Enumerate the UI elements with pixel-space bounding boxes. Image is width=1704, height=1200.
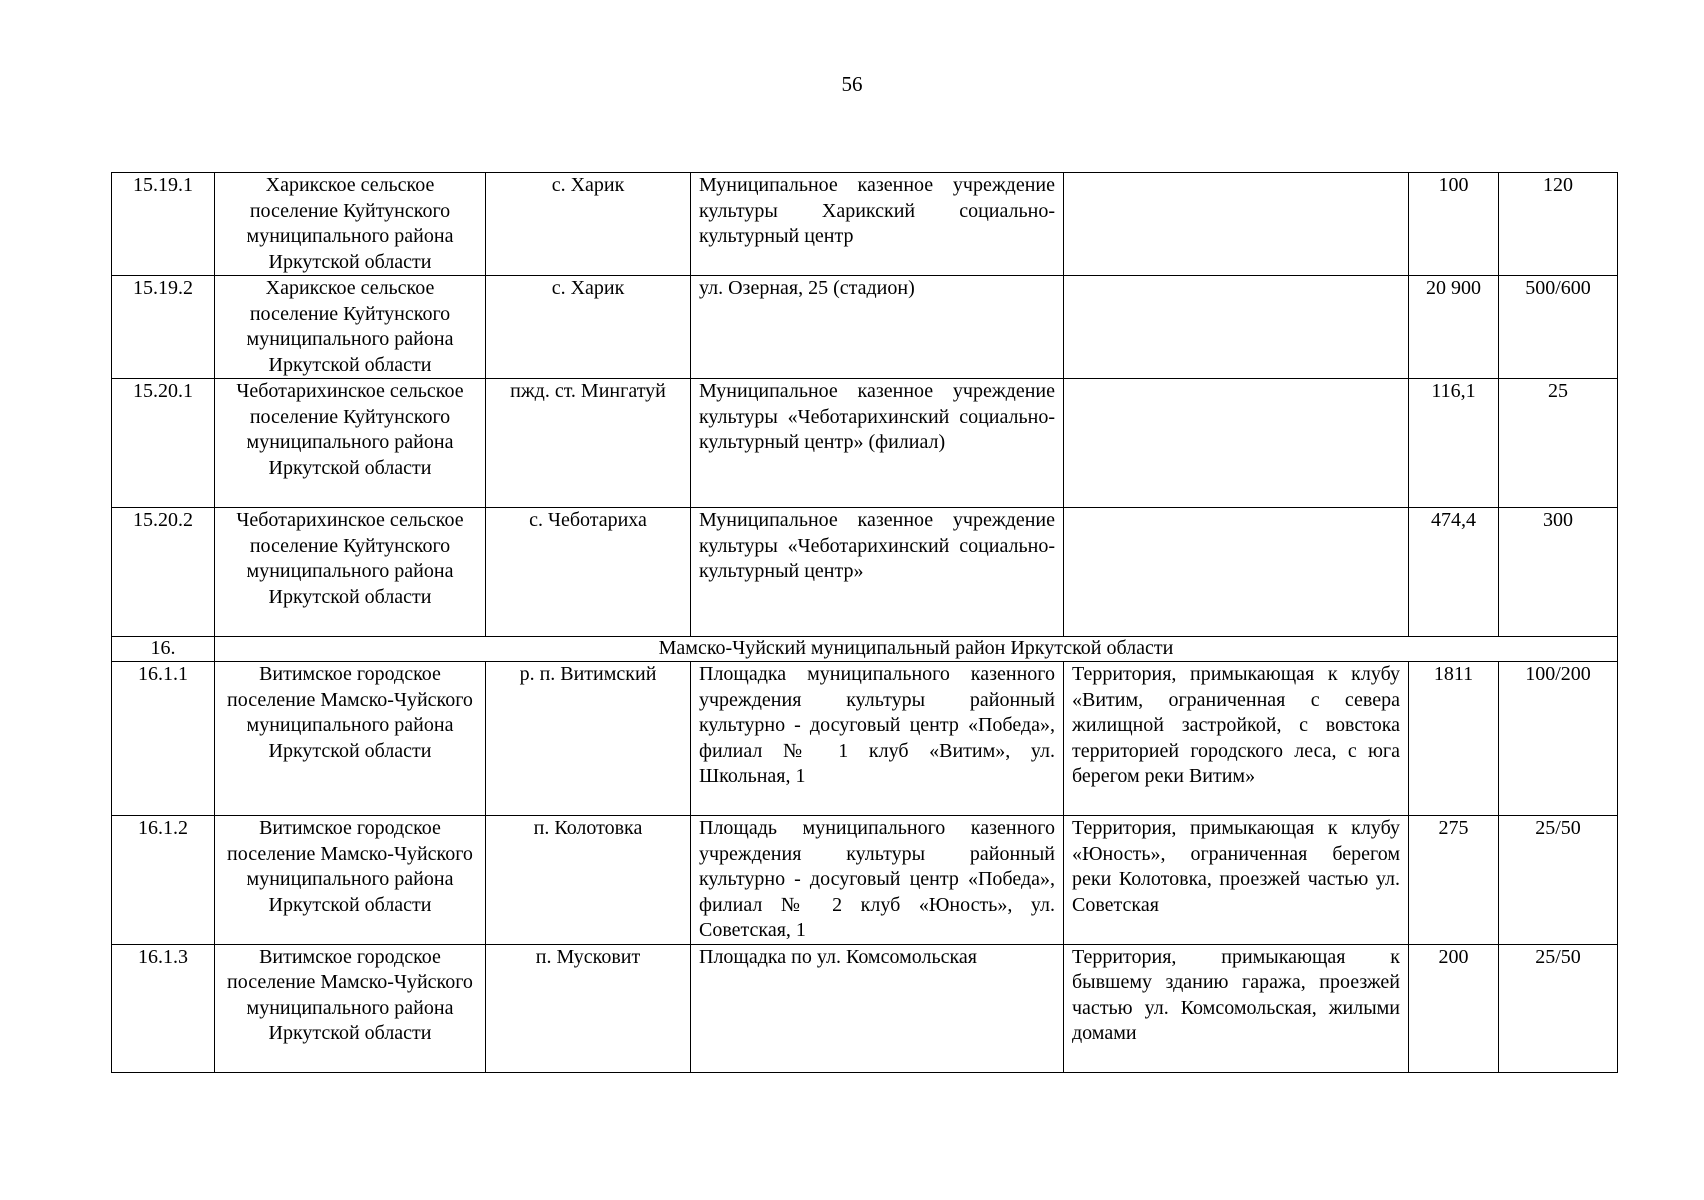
object-cell: Площадка муниципального казенного учреждения культуры районный культурно - досуговый центр «Победа», филиал № 1 клуб «Витим», ул. Школьная, 1 (691, 662, 1064, 816)
territory-cell (1064, 276, 1409, 379)
area-cell: 1811 (1409, 662, 1499, 816)
territory-cell: Территория, примыкающая к клубу «Юность», ограниченная берегом реки Колотовка, проезжей частью ул. Советская (1064, 816, 1409, 945)
locality-cell: с. Чеботариха (486, 508, 691, 637)
area-cell: 116,1 (1409, 379, 1499, 508)
capacity-cell: 500/600 (1499, 276, 1618, 379)
area-cell: 275 (1409, 816, 1499, 945)
object-cell: Площадь муниципального казенного учреждения культуры районный культурно - досуговый центр «Победа», филиал № 2 клуб «Юность», ул. Советская, 1 (691, 816, 1064, 945)
settlement-cell: Витимское городское поселение Мамско-Чуйского муниципального района Иркутской области (215, 816, 486, 945)
territory-cell (1064, 508, 1409, 637)
page-number: 56 (841, 72, 863, 96)
register-table (111, 172, 1618, 1073)
row-number: 15.20.1 (112, 379, 215, 508)
settlement-cell: Витимское городское поселение Мамско-Чуйского муниципального района Иркутской области (215, 944, 486, 1072)
capacity-cell: 25 (1499, 379, 1618, 508)
table-row (112, 173, 1618, 276)
locality-cell: р. п. Витимский (486, 662, 691, 816)
section-number: 16. (112, 637, 215, 662)
row-number: 16.1.1 (112, 662, 215, 816)
table-row (112, 662, 1618, 816)
row-number: 16.1.2 (112, 816, 215, 945)
row-number: 15.19.1 (112, 173, 215, 276)
object-cell: Муниципальное казенное учреждение культуры Харикский социально-культурный центр (691, 173, 1064, 276)
territory-cell: Территория, примыкающая к бывшему зданию гаража, проезжей частью ул. Комсомольская, жилыми домами (1064, 944, 1409, 1072)
locality-cell: с. Харик (486, 276, 691, 379)
object-cell: Муниципальное казенное учреждение культуры «Чеботарихинский социально-культурный центр» (филиал) (691, 379, 1064, 508)
capacity-cell: 25/50 (1499, 816, 1618, 945)
row-number: 16.1.3 (112, 944, 215, 1072)
settlement-cell: Харикское сельское поселение Куйтунского муниципального района Иркутской области (215, 276, 486, 379)
table-row (112, 508, 1618, 637)
area-cell: 474,4 (1409, 508, 1499, 637)
territory-cell: Территория, примыкающая к клубу «Витим, ограниченная с севера жилищной застройкой, с вовстока территорией городского леса, с юга берегом реки Витим» (1064, 662, 1409, 816)
area-cell: 20 900 (1409, 276, 1499, 379)
table-row (112, 816, 1618, 945)
object-cell: Площадка по ул. Комсомольская (691, 944, 1064, 1072)
territory-cell (1064, 379, 1409, 508)
area-cell: 100 (1409, 173, 1499, 276)
settlement-cell: Чеботарихинское сельское поселение Куйтунского муниципального района Иркутской области (215, 379, 486, 508)
locality-cell: п. Мусковит (486, 944, 691, 1072)
area-cell: 200 (1409, 944, 1499, 1072)
row-number: 15.20.2 (112, 508, 215, 637)
table-row (112, 276, 1618, 379)
locality-cell: п. Колотовка (486, 816, 691, 945)
settlement-cell: Витимское городское поселение Мамско-Чуйского муниципального района Иркутской области (215, 662, 486, 816)
capacity-cell: 300 (1499, 508, 1618, 637)
row-number: 15.19.2 (112, 276, 215, 379)
capacity-cell: 120 (1499, 173, 1618, 276)
locality-cell: с. Харик (486, 173, 691, 276)
locality-cell: пжд. ст. Мингатуй (486, 379, 691, 508)
object-cell: Муниципальное казенное учреждение культуры «Чеботарихинский социально-культурный центр» (691, 508, 1064, 637)
object-cell: ул. Озерная, 25 (стадион) (691, 276, 1064, 379)
capacity-cell: 100/200 (1499, 662, 1618, 816)
table-row (112, 944, 1618, 1072)
section-row (112, 637, 1618, 662)
settlement-cell: Чеботарихинское сельское поселение Куйтунского муниципального района Иркутской области (215, 508, 486, 637)
table-row (112, 379, 1618, 508)
settlement-cell: Харикское сельское поселение Куйтунского муниципального района Иркутской области (215, 173, 486, 276)
capacity-cell: 25/50 (1499, 944, 1618, 1072)
section-title: Мамско-Чуйский муниципальный район Иркутской области (215, 637, 1618, 662)
territory-cell (1064, 173, 1409, 276)
